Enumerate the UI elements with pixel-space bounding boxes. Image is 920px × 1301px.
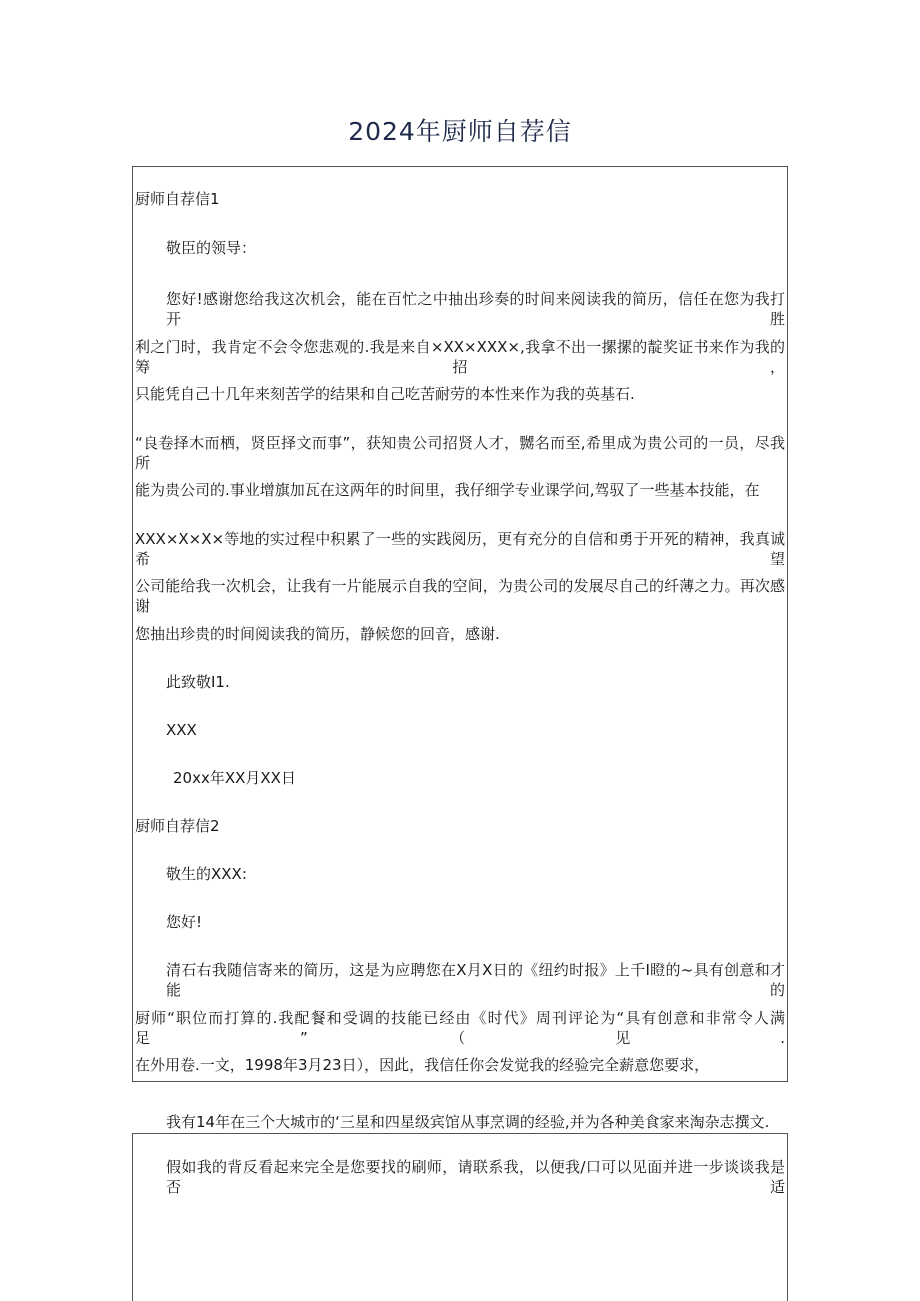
letter1-line-2: 利之门时，我肯定不会令您悲观的.我是来自×XX×XXX×,我拿不出一摞摞的靛奖证书来作为我的筹招， [135,338,785,376]
letter1-heading: 厨师自荐信1 [135,190,220,208]
letter1-closing: 此致敬I1. [166,673,230,691]
letter1-date: 20xx年XX月XX日 [173,769,296,787]
letter1-line-1: 您好!感谢您给我这次机会，能在百忙之中抽出珍奏的时间来阅读我的简历，信任在您为我打开胜 [166,290,785,328]
letter1-line-6: XXX×X×X×等地的实过程中积累了一些的实践阅历，更有充分的自信和勇于开死的精神，我真诚希望 [135,530,785,568]
letter1-line-3: 只能凭自己十几年来刻苦学的结果和自己吃苦耐劳的本性来作为我的英基石. [135,385,635,403]
letter1-line-4: “良卷择木而栖，贤臣择文而事”，获知贵公司招贤人才，嬲名而至,希里成为贵公司的一员，尽我所 [135,434,785,472]
letter2-outside-line: 我有14年在三个大城市的‘三星和四星级宾馆从事烹调的经验,并为各种美食家来淘杂志撰文. [166,1113,770,1131]
letter2-line-1: 清石右我随信寄来的简历，这是为应聘您在X月X日的《纽约时报》上千I瞪的~具有创意和才能的 [166,961,785,999]
document-title: 2024年厨师自荐信 [348,117,572,146]
letter2-greeting: 您好! [166,913,203,931]
letter2-line-3: 在外用卷.一文，1998年3月23日），因此，我信任你会发觉我的经验完全薪意您要求， [135,1056,710,1074]
letter1-line-7: 公司能给我一次机会，让我有一片能展示自我的空间，为贵公司的发展尽自己的纤薄之力。再次感谢 [135,577,785,615]
letter1-line-5: 能为贵公司的.事业增旗加瓦在这两年的时间里，我仔细学专业课学问,驾驭了一些基本技能，在 [135,481,760,499]
letter1-salutation: 敬臣的领导： [166,239,257,257]
letter2-line-2: 厨师“职位而打算的.我配餐和受调的技能已经由《时代》周刊评论为“具有创意和非常令人满足”（见. [135,1009,785,1047]
letter1-signature: XXX [166,721,197,739]
letter1-line-8: 您抽出珍贵的时间阅读我的简历，静候您的回音，感谢. [135,625,500,643]
letter2-heading: 厨师自荐信2 [135,817,220,835]
letter2-continued-line: 假如我的背反看起来完全是您要找的刷师，请联系我，以便我/口可以见面并进一步谈谈我是否适 [166,1158,785,1196]
letter2-salutation: 敬生的XXX: [166,865,247,883]
